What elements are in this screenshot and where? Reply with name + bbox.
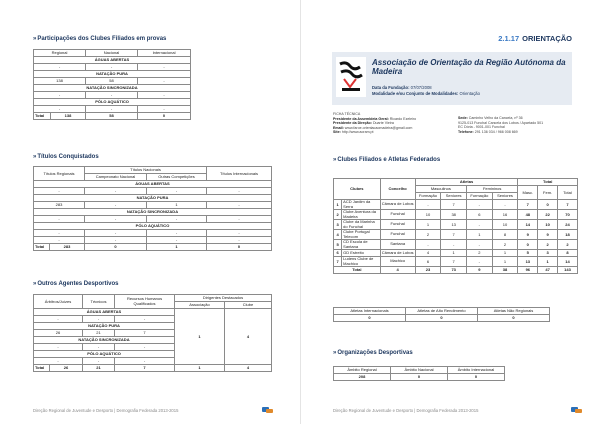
col-header: Recursos Humanos Qualificados bbox=[115, 295, 175, 309]
chapter-heading bbox=[498, 34, 572, 43]
col-header: Seniores bbox=[492, 193, 518, 200]
total-cell: 0 bbox=[207, 244, 272, 251]
cell: - bbox=[83, 358, 115, 365]
cell: 24 bbox=[558, 220, 578, 230]
group-header: NATAÇÃO SINCRONIZADA bbox=[34, 209, 272, 216]
col-header: Outras Competições bbox=[147, 174, 207, 181]
total-cell: 38 bbox=[492, 267, 518, 274]
col-header: Âmbito Regional bbox=[334, 367, 391, 374]
cell: - bbox=[441, 240, 467, 250]
cell: - bbox=[138, 78, 191, 85]
section-title-clubes: »Clubes Filiados e Atletas Federados bbox=[333, 157, 441, 163]
cell: - bbox=[115, 344, 175, 351]
cell: Clube da Marinha do Funchal bbox=[342, 220, 381, 230]
cell: - bbox=[138, 106, 191, 113]
col-header: Árbitros/Juízes bbox=[34, 295, 83, 309]
cell: - bbox=[85, 188, 147, 195]
cell: - bbox=[207, 202, 272, 209]
total-cell: 4 bbox=[225, 365, 272, 372]
cell: 14 bbox=[558, 257, 578, 267]
participacoes-table bbox=[33, 49, 191, 120]
cell: Clube Portugal Telecom bbox=[342, 230, 381, 240]
total-cell: 96 bbox=[518, 267, 538, 274]
cell: 18 bbox=[558, 230, 578, 240]
cell: 0 bbox=[478, 315, 550, 322]
cell: 13 bbox=[441, 220, 467, 230]
col-header: Atletas de Alto Rendimento bbox=[406, 308, 478, 315]
total-cell: 73 bbox=[441, 267, 467, 274]
total-cell: 138 bbox=[51, 113, 86, 120]
cell: - bbox=[34, 230, 85, 237]
total-cell: 23 bbox=[415, 267, 441, 274]
cell: 1 bbox=[415, 220, 441, 230]
cell: 3 bbox=[538, 250, 558, 257]
cell: - bbox=[115, 316, 175, 323]
cell: 2 bbox=[415, 230, 441, 240]
cell: 58 bbox=[86, 78, 138, 85]
total-cell: 47 bbox=[538, 267, 558, 274]
col-header: Títulos Internacionais bbox=[207, 167, 272, 181]
cell: 10 bbox=[415, 210, 441, 220]
group-header: PÓLO AQUÁTICO bbox=[34, 223, 272, 230]
section-title-organizacoes: »Organizações Desportivas bbox=[333, 350, 413, 356]
total-cell: 1 bbox=[175, 365, 225, 372]
cell: 9 bbox=[518, 230, 538, 240]
cell: - bbox=[207, 188, 272, 195]
cell: 6 bbox=[467, 210, 493, 220]
total-cell: 7 bbox=[115, 365, 175, 372]
cell: - bbox=[86, 106, 138, 113]
section-title-titulos: »Títulos Conquistados bbox=[33, 154, 99, 160]
footer-text: Direção Regional de Juventude e Desporto | Demografia Federada 2013-2015 bbox=[33, 408, 179, 413]
cell: 7 bbox=[441, 230, 467, 240]
cell: 9 bbox=[538, 230, 558, 240]
cell: 1 bbox=[467, 230, 493, 240]
col-header: Concelho bbox=[380, 179, 415, 200]
col-header: Masc. bbox=[518, 186, 538, 200]
group-header: ÁGUAS ABERTAS bbox=[34, 309, 175, 316]
cell: 1 bbox=[492, 250, 518, 257]
cell: 48 bbox=[518, 210, 538, 220]
cell: 4 bbox=[334, 230, 342, 240]
table-row bbox=[334, 257, 578, 267]
cell: - bbox=[85, 230, 147, 237]
cell: - bbox=[467, 240, 493, 250]
cell: - bbox=[147, 188, 207, 195]
table-row bbox=[334, 230, 578, 240]
titulos-table bbox=[33, 166, 272, 251]
col-header: Seniores bbox=[441, 193, 467, 200]
cell: 38 bbox=[441, 210, 467, 220]
table-row bbox=[334, 210, 578, 220]
cell: 70 bbox=[558, 210, 578, 220]
cell: 5 bbox=[334, 240, 342, 250]
cell: Funchal bbox=[380, 220, 415, 230]
total-cell: 1 bbox=[147, 244, 207, 251]
cell: 26 bbox=[34, 330, 83, 337]
clubes-rows bbox=[334, 200, 578, 267]
col-header: Atletas Não Regionais bbox=[478, 308, 550, 315]
contacts-right: Sede: Caminho Velho da Cancela, nº 36 9125-013 Funchal Cancela dos Lobos / Apartado 501 EC Dória - 9001-001 Funchal Telefone: 291 136 034 / 966 008 669 bbox=[458, 116, 544, 134]
cell: - bbox=[492, 200, 518, 210]
cell: - bbox=[415, 200, 441, 210]
col-header: Internacional bbox=[138, 50, 191, 57]
table-row bbox=[334, 240, 578, 250]
clubes-table bbox=[333, 178, 578, 274]
total-label: Total bbox=[34, 113, 51, 120]
cell: 10 bbox=[538, 220, 558, 230]
total-cell: 58 bbox=[86, 113, 138, 120]
cell: - bbox=[85, 237, 147, 244]
cell: Câmara de Lobos bbox=[381, 249, 414, 255]
cell: - bbox=[207, 216, 272, 223]
cell: 2 bbox=[334, 210, 342, 220]
chapter-title: ORIENTAÇÃO bbox=[522, 34, 572, 43]
total-cell: 9 bbox=[467, 267, 493, 274]
group-header: ÁGUAS ABERTAS bbox=[34, 57, 191, 64]
agentes-table bbox=[33, 294, 272, 372]
cell: ACD Jardim da Serra bbox=[342, 200, 381, 210]
cell: Funchal bbox=[380, 230, 415, 240]
col-header: Clubes bbox=[334, 179, 381, 200]
col-header: Fem. bbox=[538, 186, 558, 200]
modalidade: Modalidade e/ou Conjunto de Modalidades: Orientação bbox=[372, 91, 480, 96]
organizacoes-table bbox=[333, 366, 505, 381]
cell: - bbox=[86, 92, 138, 99]
cell: 1 bbox=[492, 257, 518, 267]
cell: 7 bbox=[334, 257, 342, 267]
cell: - bbox=[147, 216, 207, 223]
cell: Santana bbox=[380, 240, 415, 250]
cell: - bbox=[34, 92, 86, 99]
cell: 0 bbox=[448, 374, 505, 381]
col-header: Títulos Regionais bbox=[34, 167, 85, 181]
col-header: Âmbito Nacional bbox=[391, 367, 448, 374]
contacts-head: FICHA TÉCNICA bbox=[333, 112, 361, 116]
group-header: PÓLO AQUÁTICO bbox=[34, 99, 191, 106]
col-header: Dirigentes Destacados bbox=[175, 295, 272, 302]
cell: 1 bbox=[334, 200, 342, 210]
cell: 2 bbox=[492, 240, 518, 250]
cell: 7 bbox=[441, 257, 467, 267]
section-title-participacoes: »Participações dos Clubes Filiados em provas bbox=[33, 36, 167, 42]
cell: 0 bbox=[518, 240, 538, 250]
contacts-left: FICHA TÉCNICA Presidente da Assembleia Geral: Ricardo Ezeleiro Presidente da Direção: Duarte Vieira Email: www.faroe.orientacaomadeira@gmail.com Site: http://www.aoram.pt bbox=[333, 112, 417, 135]
total-cell: 283 bbox=[50, 244, 85, 251]
cell: 10 bbox=[492, 220, 518, 230]
cell: 208 bbox=[334, 374, 391, 381]
cell: - bbox=[207, 230, 272, 237]
group-header: NATAÇÃO PURA bbox=[34, 323, 175, 330]
cell: - bbox=[34, 188, 85, 195]
cell: 0 bbox=[391, 374, 448, 381]
chapter-number: 2.1.17 bbox=[498, 34, 520, 43]
cell: 7 bbox=[518, 200, 538, 210]
total-label: Total bbox=[34, 365, 50, 372]
cell: - bbox=[83, 344, 115, 351]
table-row bbox=[334, 250, 578, 257]
total-cell: 21 bbox=[83, 365, 115, 372]
cell: Ludens Clube de Machico bbox=[342, 257, 381, 267]
group-header: NATAÇÃO PURA bbox=[34, 195, 272, 202]
cell: 22 bbox=[538, 210, 558, 220]
col-header: Regional bbox=[34, 50, 86, 57]
atletas-extra-table bbox=[333, 307, 550, 322]
col-header: Âmbito Internacional bbox=[448, 367, 505, 374]
cell: GD Estreito bbox=[342, 250, 381, 257]
col-header: Masculinos bbox=[415, 186, 466, 193]
cell: 13 bbox=[518, 257, 538, 267]
club-name: Associação de Orientação da Região Autónoma da Madeira bbox=[372, 58, 566, 76]
cell: 14 bbox=[518, 220, 538, 230]
cell: - bbox=[115, 358, 175, 365]
col-header: Campeonato Nacional bbox=[85, 174, 147, 181]
col-header: Atletas Internacionais bbox=[334, 308, 406, 315]
cell: 6 bbox=[334, 250, 342, 257]
cell: - bbox=[86, 64, 138, 71]
cell: - bbox=[138, 64, 191, 71]
cell: 7 bbox=[441, 200, 467, 210]
cell: - bbox=[34, 216, 85, 223]
cell: - bbox=[467, 200, 493, 210]
total-cell: 0 bbox=[85, 244, 147, 251]
cell: - bbox=[147, 237, 207, 244]
group-header: NATAÇÃO SINCRONIZADA bbox=[34, 337, 175, 344]
club-card bbox=[332, 52, 572, 105]
cell: CD Escola de Santana bbox=[342, 240, 381, 250]
cell: 7 bbox=[558, 200, 578, 210]
total-cell: 26 bbox=[50, 365, 83, 372]
cell: 7 bbox=[115, 330, 175, 337]
cell: - bbox=[34, 106, 86, 113]
cell: - bbox=[147, 230, 207, 237]
col-header: Associação bbox=[175, 302, 225, 309]
section-title-agentes: »Outros Agentes Desportivos bbox=[33, 281, 119, 287]
cell: - bbox=[83, 316, 115, 323]
cell: Funchal bbox=[380, 210, 415, 220]
cell: - bbox=[85, 216, 147, 223]
col-header: Formação bbox=[415, 193, 441, 200]
col-header: Atletas bbox=[415, 179, 518, 186]
cell: 283 bbox=[34, 202, 85, 209]
cell: Clube Aventura da Madeira bbox=[342, 210, 381, 220]
col-header: Títulos Nacionais bbox=[85, 167, 207, 174]
cell: 21 bbox=[83, 330, 115, 337]
drjd-logo-icon bbox=[571, 405, 583, 415]
cell: 3 bbox=[334, 220, 342, 230]
cell: - bbox=[467, 257, 493, 267]
cell: 8 bbox=[558, 250, 578, 257]
cell: 0 bbox=[538, 200, 558, 210]
cell: 2 bbox=[467, 250, 493, 257]
cell: 2 bbox=[538, 240, 558, 250]
col-header: Técnicos bbox=[83, 295, 115, 309]
total-cell: 143 bbox=[558, 267, 578, 274]
cell: - bbox=[34, 316, 83, 323]
cell: - bbox=[85, 202, 147, 209]
cell: - bbox=[34, 237, 85, 244]
cell: 2 bbox=[558, 240, 578, 250]
cell: 0 bbox=[334, 315, 406, 322]
dirigentes-clube: 4 bbox=[225, 309, 272, 365]
total-label: Total bbox=[334, 267, 381, 274]
col-header: Total bbox=[518, 179, 578, 186]
cell: 6 bbox=[415, 257, 441, 267]
cell: - bbox=[34, 344, 83, 351]
cell: 8 bbox=[492, 230, 518, 240]
cell: 4 bbox=[415, 250, 441, 257]
col-header: Femininos bbox=[467, 186, 518, 193]
cell: 1 bbox=[538, 257, 558, 267]
cell: 138 bbox=[34, 78, 86, 85]
col-header: Total bbox=[558, 186, 578, 200]
founding-date: Data da Fundação: 07/07/2008 bbox=[372, 85, 432, 90]
cell: 5 bbox=[518, 250, 538, 257]
col-header: Formação bbox=[467, 193, 493, 200]
cell: - bbox=[34, 64, 86, 71]
col-header: Nacional bbox=[86, 50, 138, 57]
group-header: ÁGUAS ABERTAS bbox=[34, 181, 272, 188]
cell: - bbox=[415, 240, 441, 250]
cell: - bbox=[138, 92, 191, 99]
cell: 1 bbox=[147, 202, 207, 209]
total-label: Total bbox=[34, 244, 50, 251]
dirigentes-associacao: 1 bbox=[175, 309, 225, 365]
group-header: PÓLO AQUÁTICO bbox=[34, 351, 175, 358]
total-cell: 0 bbox=[138, 113, 191, 120]
drjd-logo-icon bbox=[262, 405, 274, 415]
cell: - bbox=[34, 358, 83, 365]
group-header: NATAÇÃO SINCRONIZADA bbox=[34, 85, 191, 92]
cell: 1 bbox=[441, 250, 467, 257]
table-row bbox=[334, 220, 578, 230]
footer-text: Direção Regional de Juventude e Desporto | Demografia Federada 2013-2015 bbox=[333, 408, 479, 413]
total-cell: 4 bbox=[380, 267, 415, 274]
cell: - bbox=[467, 220, 493, 230]
group-header: NATAÇÃO PURA bbox=[34, 71, 191, 78]
cell: 0 bbox=[406, 315, 478, 322]
cell: Machico bbox=[380, 257, 415, 267]
cell: 16 bbox=[492, 210, 518, 220]
table-row bbox=[334, 200, 578, 210]
col-header: Clube bbox=[225, 302, 272, 309]
cell: - bbox=[207, 237, 272, 244]
cell: Câmara de Lobos bbox=[380, 200, 415, 210]
club-logo-icon bbox=[336, 57, 366, 97]
